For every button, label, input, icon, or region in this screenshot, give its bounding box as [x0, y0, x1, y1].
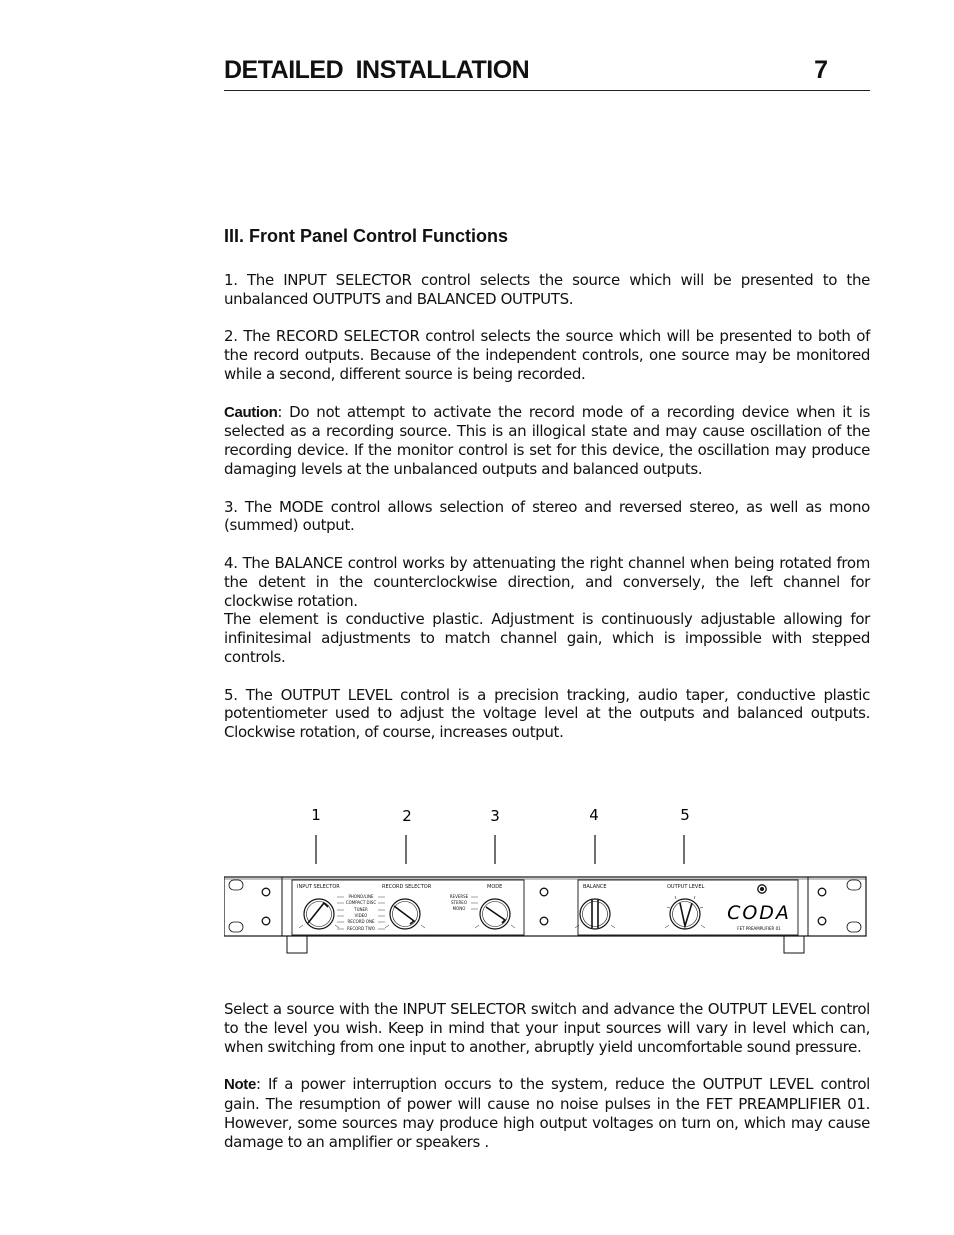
source-label: PHONO/LINE	[348, 894, 374, 899]
label-record-selector: RECORD SELECTOR	[382, 884, 432, 890]
paragraph-output-level: 5. The OUTPUT LEVEL control is a precision tracking, audio taper, conductive plastic potentiometer used to adjust the voltage level at the outputs and balanced outputs. Clockwise rotation, of course, increases output.	[224, 685, 870, 742]
balance-knob	[580, 899, 610, 929]
section-title: III. Front Panel Control Functions	[224, 226, 508, 246]
label-input-selector: INPUT SELECTOR	[297, 884, 340, 890]
model-label: FET PREAMPLIFIER 01	[737, 926, 781, 931]
paragraph-balance	[224, 554, 870, 667]
balance-text: 4. The BALANCE control works by attenuating the right channel when being rotated from the detent in the counterclockwise direction, and conversely, the left channel for clockwise rotation.	[224, 553, 870, 610]
source-label: RECORD ONE	[347, 919, 375, 924]
balance-element-text: The element is conductive plastic. Adjustment is continuously adjustable allowing for infinitesimal adjustments to match channel gain, which is impossible with stepped controls.	[224, 610, 870, 666]
page-number: 7	[814, 56, 828, 84]
paragraph-caution	[224, 403, 870, 479]
callout-5: 5	[680, 806, 690, 824]
label-balance: BALANCE	[583, 884, 607, 890]
left-foot	[287, 936, 307, 953]
label-output-level: OUTPUT LEVEL	[667, 884, 705, 890]
paragraph-input-selector: 1. The INPUT SELECTOR control selects the source which will be presented to the unbalanced OUTPUTS and BALANCED OUTPUTS.	[224, 271, 870, 308]
source-label: RECORD TWO	[347, 926, 375, 931]
note-text: : If a power interruption occurs to the system, reduce the OUTPUT LEVEL control gain. The resumption of power will cause no noise pulses in the FET PREAMPLIFIER 01. However, some sources may produce high output voltages on turn on, which may cause damage to an amplifier or speakers .	[224, 1075, 870, 1151]
control-descriptions	[224, 271, 870, 742]
page-header	[224, 56, 870, 91]
paragraph-record-selector: 2. The RECORD SELECTOR control selects the source which will be presented to both of the record outputs. Because of the independent controls, one source may be monitored while a second, different source is being recorded.	[224, 327, 870, 383]
brand-logo: CODA	[727, 902, 791, 924]
right-foot	[784, 936, 804, 953]
screw-icon	[262, 917, 270, 925]
callout-2: 2	[402, 807, 412, 825]
callout-lines	[316, 835, 684, 864]
callout-3: 3	[490, 807, 500, 825]
screw-icon	[540, 888, 548, 896]
callout-4: 4	[589, 806, 599, 824]
mode-label: MONO	[452, 906, 466, 911]
input-selector-knob	[304, 899, 334, 929]
source-label: VIDEO	[354, 913, 368, 918]
label-mode: MODE	[487, 884, 503, 890]
note-label: Note	[224, 1076, 256, 1094]
usage-notes	[224, 1000, 870, 1151]
caution-text: : Do not attempt to activate the record mode of a recording device when it is selected as a recording source. This is an illogical state and may cause oscillation of the recording device. If the monitor control is set for this device, the oscillation may produce damaging levels at the unbalanced outputs and balanced outputs.	[224, 402, 870, 478]
source-label: COMPACT DISC	[345, 900, 377, 905]
callout-1: 1	[311, 806, 321, 824]
mode-label: STEREO	[451, 900, 467, 905]
page-title: DETAILED INSTALLATION	[224, 56, 530, 84]
paragraph-select-source: Select a source with the INPUT SELECTOR switch and advance the OUTPUT LEVEL control to the level you wish. Keep in mind that your input sources will vary in level which can, when switching from one input to another, abruptly yield uncomfortable sound pressure.	[224, 1000, 870, 1056]
caution-label: Caution	[224, 403, 278, 421]
source-label: TUNER	[354, 907, 368, 912]
screw-icon	[818, 888, 826, 896]
screw-icon	[540, 917, 548, 925]
front-panel-diagram	[224, 800, 874, 964]
paragraph-note	[224, 1075, 870, 1151]
mode-label: REVERSE	[449, 894, 469, 899]
paragraph-mode: 3. The MODE control allows selection of stereo and reversed stereo, as well as mono (summed) output.	[224, 497, 870, 535]
screw-icon	[818, 917, 826, 925]
screw-icon	[262, 888, 270, 896]
